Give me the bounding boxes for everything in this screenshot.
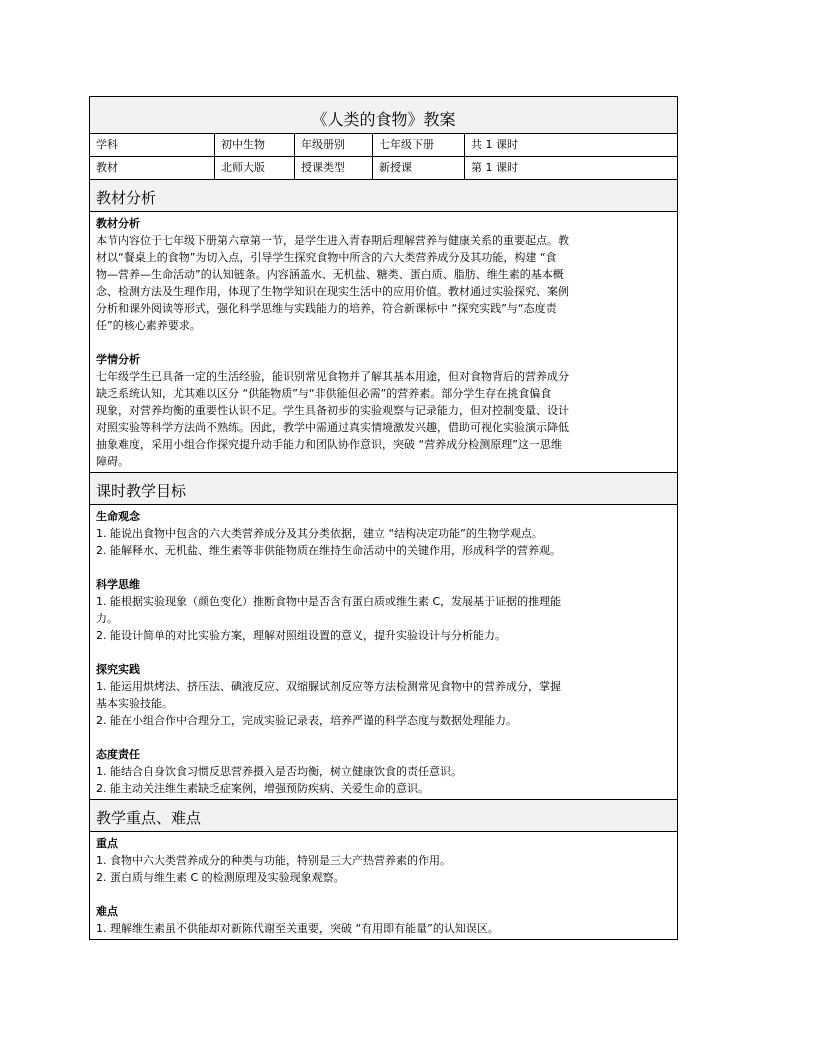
text-line: 物—营养—生命活动”的认知链条。内容涵盖水、无机盐、糖类、蛋白质、脂肪、维生素的基本概: [96, 268, 564, 281]
objective-item: 1. 能根据实验现象（颜色变化）推断食物中是否含有蛋白质或维生素 C，发展基于证据的推理能: [96, 595, 562, 608]
text-line: 对照实验等科学方法尚不熟练。因此，教学中需通过真实情境激发兴趣，借助可视化实验演示降低: [96, 421, 569, 434]
lesson-type-label: 授课类型: [295, 157, 373, 179]
text-line: 念、检测方法及生理作用，体现了生物学知识在现实生活中的应用价值。教材通过实验探究、案例: [96, 285, 569, 298]
text-line: 障碍。: [96, 455, 129, 468]
subheading-life-concept: 生命观念: [96, 510, 140, 523]
subheading-attitude-responsibility: 态度责任: [96, 748, 140, 761]
objective-item: 2. 能主动关注维生素缺乏症案例，增强预防疾病、关爱生命的意识。: [96, 782, 429, 795]
subheading-learner: 学情分析: [96, 353, 140, 366]
grade-label: 年级册别: [295, 134, 373, 156]
focus-item: 1. 食物中六大类营养成分的种类与功能，特别是三大产热营养素的作用。: [96, 854, 451, 867]
objective-item: 1. 能结合自身饮食习惯反思营养摄入是否均衡，树立健康饮食的责任意识。: [96, 765, 462, 778]
total-periods: 共 1 课时: [471, 138, 518, 151]
objective-item: 基本实验技能。: [96, 697, 173, 710]
section-body-objectives: [90, 505, 677, 800]
text-line: 七年级学生已具备一定的生活经验，能识别常见食物并了解其基本用途，但对食物背后的营养成分: [96, 370, 569, 383]
subject-label: 学科: [90, 134, 215, 156]
objective-item: 2. 能在小组合作中合理分工，完成实验记录表，培养严谨的科学态度与数据处理能力。: [96, 714, 517, 727]
text-line: 缺乏系统认知，尤其难以区分 “供能物质”与“非供能但必需”的营养素。部分学生存在挑食偏食: [96, 387, 552, 400]
textbook-value: 北师大版: [215, 157, 295, 179]
text-line: 抽象难度，采用小组合作探究提升动手能力和团队协作意识，突破 “营养成分检测原理”这一思维: [96, 438, 562, 451]
subheading-inquiry-practice: 探究实践: [96, 663, 140, 676]
text-line: 本节内容位于七年级下册第六章第一节，是学生进入青春期后理解营养与健康关系的重要起点。教: [96, 234, 569, 247]
text-line: 分析和课外阅读等形式，强化科学思维与实践能力的培养，符合新课标中 “探究实践”与“态度责: [96, 302, 557, 315]
text-line: 任”的核心素养要求。: [96, 319, 201, 332]
lesson-type-value: 新授课: [373, 157, 465, 179]
focus-item: 2. 蛋白质与维生素 C 的检测原理及实验现象观察。: [96, 871, 345, 884]
title-row: [90, 97, 677, 134]
objective-item: 2. 能设计简单的对比实验方案，理解对照组设置的意义，提升实验设计与分析能力。: [96, 629, 506, 642]
section-heading-analysis: 教材分析: [90, 180, 677, 212]
info-row-1: [90, 134, 677, 157]
objective-item: 2. 能解释水、无机盐、维生素等非供能物质在维持生命活动中的关键作用，形成科学的营养观。: [96, 544, 561, 557]
objective-item: 1. 能运用烘烤法、挤压法、碘液反应、双缩脲试剂反应等方法检测常见食物中的营养成分，掌握: [96, 680, 561, 693]
section-heading-objectives: 课时教学目标: [90, 473, 677, 505]
period-number: 第 1 课时: [471, 161, 518, 174]
info-row-2: [90, 157, 677, 180]
document-title: 《人类的食物》教案: [311, 110, 456, 129]
learner-paragraph: [96, 368, 671, 470]
section-body-key-points: [90, 832, 677, 939]
textbook-label: 教材: [90, 157, 215, 179]
difficulty-item: 1. 理解维生素虽不供能却对新陈代谢至关重要，突破 “有用即有能量”的认知误区。: [96, 922, 499, 935]
objective-item: 力。: [96, 612, 118, 625]
subject-value: 初中生物: [215, 134, 295, 156]
subheading-focus: 重点: [96, 837, 118, 850]
lesson-plan-document: [89, 96, 678, 940]
text-line: 现象，对营养均衡的重要性认识不足。学生具备初步的实验观察与记录能力，但对控制变量、设计: [96, 404, 569, 417]
subheading-scientific-thinking: 科学思维: [96, 578, 140, 591]
subheading-textbook: 教材分析: [96, 217, 140, 230]
section-heading-key-points: 教学重点、难点: [90, 800, 677, 832]
grade-value: 七年级下册: [373, 134, 465, 156]
text-line: 材以“餐桌上的食物”为切入点，引导学生探究食物中所含的六大类营养成分及其功能，构建 “食: [96, 251, 557, 264]
section-body-analysis: [90, 212, 677, 473]
textbook-paragraph: [96, 232, 671, 334]
objective-item: 1. 能说出食物中包含的六大类营养成分及其分类依据，建立 “结构决定功能”的生物学观点。: [96, 527, 543, 540]
subheading-difficulty: 难点: [96, 905, 118, 918]
